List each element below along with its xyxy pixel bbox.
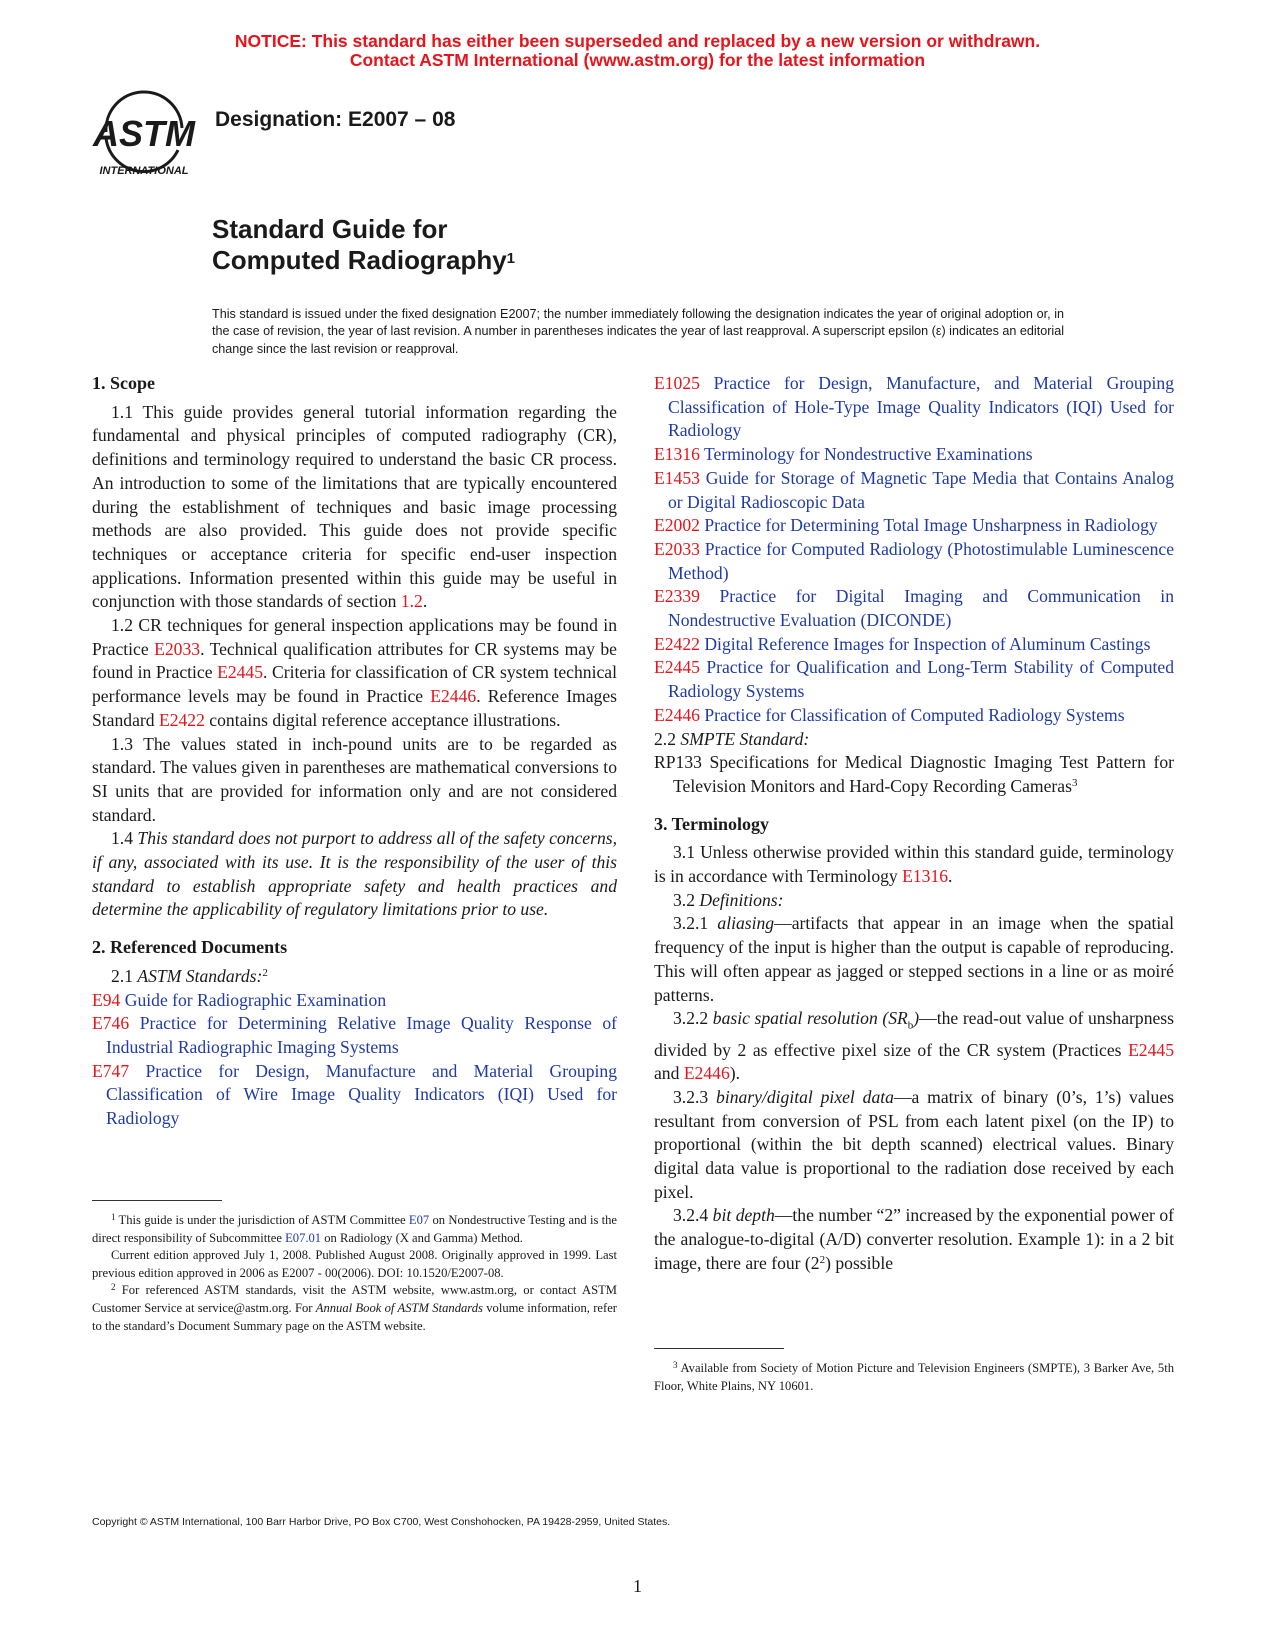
link-e2422[interactable]: E2422 (158, 709, 205, 730)
reference-rp133: RP133 Specifications for Medical Diagnostic Imaging Test Pattern for Television Monitors and Hard-Copy Recording Cameras$^3$ (654, 752, 1174, 796)
right-reference-list (654, 372, 1174, 728)
footnote-2: $^2$ For referenced ASTM standards, visit the ASTM website, www.astm.org, or contact ASTM Customer Service at service@astm.org. For Annual Book of ASTM Standards volume information, refer to the standard’s Document Summary page on the ASTM website. (92, 1282, 617, 1333)
reference-item[interactable]: E2033 Practice for Computed Radiology (Photostimulable Luminescence Method) (654, 538, 1174, 583)
reference-item[interactable]: E94 Guide for Radiographic Examination (92, 989, 387, 1010)
left-footnotes (92, 1212, 617, 1335)
footnote-1-edition: Current edition approved July 1, 2008. Published August 2008. Originally approved in 1999. Last previous edition approved in 2006 as E2007 - 00(2006). DOI: 10.1520/E2007-08. (92, 1248, 617, 1280)
designation: Designation: E2007 – 08 (215, 108, 456, 131)
reference-item[interactable]: E2339 Practice for Digital Imaging and Communication in Nondestructive Evaluation (DICONDE) (654, 586, 1174, 631)
reference-item[interactable]: E2002 Practice for Determining Total Image Unsharpness in Radiology (654, 515, 1158, 536)
definition-bit-depth: 3.2.4 bit depth—the number “2” increased by the exponential power of the analogue-to-digital (A/D) converter resolution. Example 1): in a 2 bit image, there are four $(2^2)$ possible (654, 1205, 1174, 1273)
svg-text:ASTM: ASTM (93, 113, 195, 154)
title-line-1: Standard Guide for (212, 214, 448, 244)
copyright-line: Copyright © ASTM International, 100 Barr Harbor Drive, PO Box C700, West Conshohocken, PA 19428-2959, United States. (92, 1516, 671, 1528)
reference-item[interactable]: E2422 Digital Reference Images for Inspection of Aluminum Castings (654, 633, 1151, 654)
definition-aliasing: 3.2.1 aliasing—artifacts that appear in an image when the spatial frequency of the input is higher than the output is capable of reproducing. This will often appear as jagged or stepped sections in a line or as moiré patterns. (654, 913, 1174, 1005)
left-column (92, 372, 617, 1131)
reference-item[interactable]: E746 Practice for Determining Relative Image Quality Response of Industrial Radiographic Imaging Systems (92, 1013, 617, 1057)
subsection-astm-standards: 2.1 ASTM Standards:$^2$ (111, 965, 268, 986)
logo-wordmark: INTERNATIONAL (99, 165, 189, 177)
para-1-2: 1.2 CR techniques for general inspection applications may be found in Practice E2033. Technical qualification attributes for CR systems may be found in Practice E2445. Criteria for classification of CR system technical performance levels may be found in Practice E2446. Reference Images Standard E2422 contains digital reference acceptance illustrations. (92, 615, 618, 730)
document-title (212, 214, 515, 276)
reference-item[interactable]: E1025 Practice for Design, Manufacture, and Material Grouping Classification of Hole-Type Image Quality Indicators (IQI) Used for Radiology (654, 373, 1175, 441)
footnote-divider-left (92, 1200, 222, 1201)
link-e2446[interactable]: E2446 (683, 1063, 730, 1084)
link-e2445[interactable]: E2445 (217, 662, 264, 683)
definition-binary-digital-pixel-data: 3.2.3 binary/digital pixel data—a matrix of binary (0’s, 1’s) values resultant from conversion of PSL from each latent pixel (on the IP) to proportional (within the bit depth scanned) electrical values. Binary digital data value is proportional to the radiation dose received by each pixel. (654, 1086, 1174, 1202)
link-e2445[interactable]: E2445 (1128, 1039, 1174, 1060)
right-footnotes (654, 1360, 1174, 1395)
notice-line-1: NOTICE: This standard has either been superseded and replaced by a new version or withdrawn. (234, 31, 1041, 51)
para-1-3: 1.3 The values stated in inch-pound units are to be regarded as standard. The values given in parentheses are mathematical conversions to SI units that are provided for information only and are not considered standard. (92, 733, 617, 825)
reference-item[interactable]: E2445 Practice for Qualification and Long-Term Stability of Computed Radiology Systems (654, 657, 1174, 702)
link-e07[interactable]: E07 (408, 1213, 430, 1227)
para-1-4: 1.4 This standard does not purport to address all of the safety concerns, if any, associated with its use. It is the responsibility of the user of this standard to establish appropriate safety and health practices and determine the applicability of regulatory limitations prior to use. (92, 828, 618, 920)
link-section-1-2[interactable]: 1.2 (400, 591, 423, 612)
section-heading-scope: 1. Scope (92, 373, 155, 393)
right-column (654, 372, 1174, 1276)
link-e1316[interactable]: E1316 (902, 866, 949, 887)
link-e07-01[interactable]: E07.01 (285, 1230, 322, 1245)
footnote-3: $^3$ Available from Society of Motion Picture and Television Engineers (SMPTE), 3 Barker Ave, 5th Floor, White Plains, NY 10601. (654, 1360, 1174, 1393)
reference-item[interactable]: E747 Practice for Design, Manufacture and Material Grouping Classification of Wire Image Quality Indicators (IQI) Used for Radiology (92, 1060, 617, 1129)
page-number: 1 (633, 1576, 642, 1596)
title-line-2: Computed Radiography$^1$ (212, 245, 516, 275)
reference-item[interactable]: E1316 Terminology for Nondestructive Examinations (654, 444, 1033, 465)
reference-item[interactable]: E2446 Practice for Classification of Computed Radiology Systems (654, 704, 1125, 725)
reference-item[interactable]: E1453 Guide for Storage of Magnetic Tape Media that Contains Analog or Digital Radioscopic Data (654, 467, 1174, 512)
link-e2033[interactable]: E2033 (154, 638, 201, 659)
left-reference-list (92, 989, 617, 1131)
withdrawal-notice (0, 32, 1275, 70)
astm-logo (92, 88, 197, 180)
link-e2446[interactable]: E2446 (430, 686, 477, 707)
footnote-1: $^1$ This guide is under the jurisdiction of ASTM Committee E07 on Nondestructive Testing and is the direct responsibility of Subcommittee E07.01 on Radiology (X and Gamma) Method. (92, 1212, 618, 1245)
section-heading-referenced-documents: 2. Referenced Documents (92, 937, 288, 958)
definition-basic-spatial-resolution: 3.2.2 basic spatial resolution $(SR_b)—the$ read-out value of unsharpness divided by 2 as effective pixel size of the CR system (Practices E2445 and E2446). (654, 1008, 1174, 1084)
footnote-divider-right (654, 1348, 784, 1349)
issuance-note: This standard is issued under the fixed designation E2007; the number immediately following the designation indicates the year of original adoption or, in the case of revision, the year of last revision. A number in parentheses indicates the year of last reapproval. A superscript epsilon (ε) indicates an editorial change since the last revision or reapproval. (212, 307, 1064, 356)
notice-line-2: Contact ASTM International (www.astm.org) for the latest information (349, 50, 926, 70)
para-3-2: 3.2 Definitions: (673, 889, 784, 910)
subsection-smpte-standard: 2.2 SMPTE Standard: (654, 728, 810, 749)
para-3-1: 3.1 Unless otherwise provided within this standard guide, terminology is in accordance with Terminology E1316. (654, 842, 1174, 887)
section-heading-terminology: 3. Terminology (654, 813, 770, 834)
para-1-1: 1.1 This guide provides general tutorial information regarding the fundamental and physical principles of computed radiography (CR), definitions and terminology required to understand the basic CR process. An introduction to some of the limitations that are typically encountered during the establishment of techniques and basic image processing methods are also provided. This guide does not provide specific techniques or acceptance criteria for specific end-user inspection applications. Information presented within this guide may be useful in conjunction with those standards of section 1.2. (92, 401, 617, 612)
